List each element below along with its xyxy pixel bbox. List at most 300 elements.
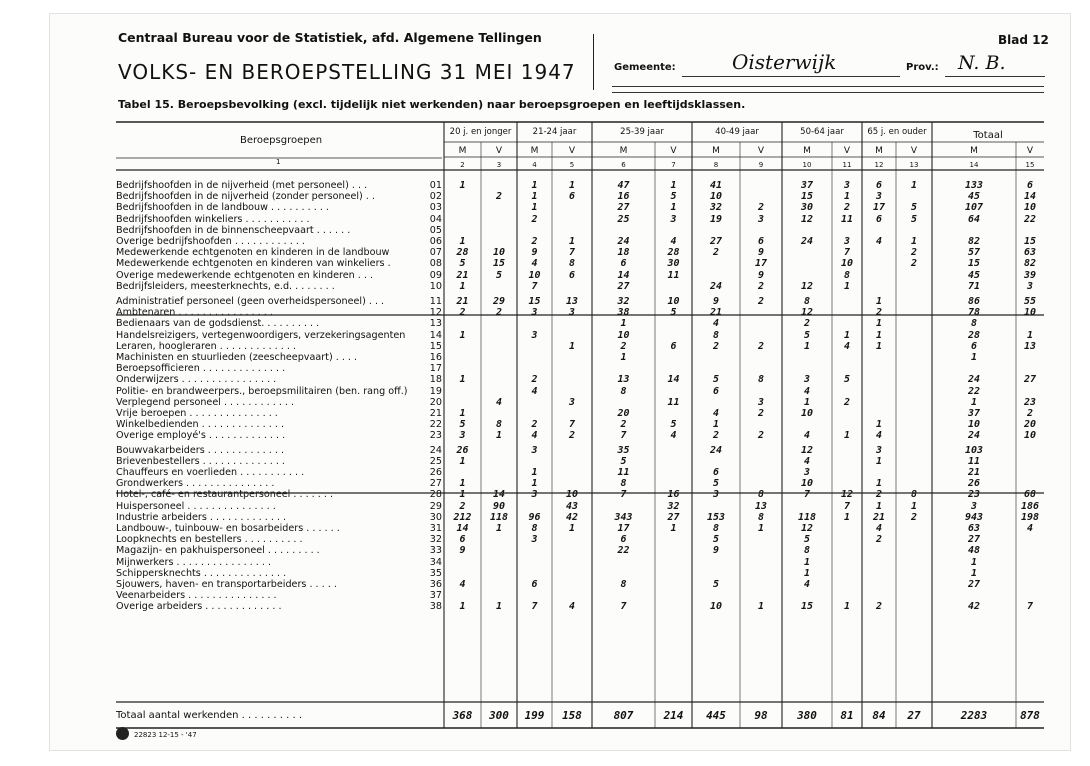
cell-value: 2 — [757, 296, 765, 307]
cell-value: 1 — [459, 180, 466, 191]
cell-value: 15 — [800, 191, 814, 203]
cell-value: 4 — [670, 430, 677, 442]
row-code: 15 — [429, 340, 442, 352]
cell-value: 6 — [712, 385, 720, 397]
row-label: Sjouwers, haven- en transportarbeiders . . . . . — [116, 579, 337, 590]
total-value: 300 — [489, 709, 509, 722]
cell-value: 3 — [757, 213, 765, 225]
cell-value: 4 — [1026, 523, 1034, 534]
row-code: 27 — [429, 478, 442, 490]
cell-value: 24 — [967, 374, 981, 386]
cell-value: 27 — [667, 511, 680, 523]
row-code: 30 — [429, 511, 442, 523]
cell-value: 5 — [803, 534, 811, 546]
row-code: 10 — [429, 280, 442, 292]
column-number: 7 — [671, 161, 676, 169]
cell-value: 5 — [910, 202, 918, 214]
cell-value: 10 — [492, 247, 506, 259]
cell-value: 82 — [1023, 258, 1037, 270]
cell-value: 38 — [617, 307, 630, 319]
cell-value: 2 — [803, 318, 811, 330]
province-value: N. B. — [958, 52, 1006, 74]
cell-value: 4 — [531, 385, 538, 397]
cell-value: 14 — [617, 269, 630, 281]
cell-value: 10 — [840, 258, 854, 270]
cell-value: 21 — [872, 511, 886, 523]
row-label: Brievenbestellers . . . . . . . . . . . . . . — [116, 455, 285, 467]
cell-value: 24 — [967, 430, 981, 442]
row-code: 22 — [429, 419, 442, 431]
cell-value: 68 — [1023, 489, 1037, 501]
row-code: 32 — [429, 534, 442, 546]
cell-value: 27 — [617, 202, 630, 214]
cell-value: 7 — [531, 280, 538, 292]
cell-value: 1 — [910, 180, 918, 191]
cell-value: 1 — [670, 523, 677, 534]
cell-value: 9 — [459, 545, 466, 557]
cell-value: 6 — [620, 258, 627, 270]
cell-value: 9 — [712, 545, 720, 557]
row-code: 19 — [429, 385, 442, 397]
cell-value: 29 — [492, 296, 506, 307]
cell-value: 2 — [495, 191, 503, 203]
cell-value: 78 — [967, 307, 981, 319]
cell-value: 1 — [531, 202, 538, 214]
cell-value: 3 — [970, 500, 978, 512]
cell-value: 3 — [531, 534, 538, 546]
m-header: M — [970, 146, 978, 156]
row-code: 36 — [429, 579, 442, 590]
print-code: 22823 12-15 - '47 — [134, 731, 197, 739]
cell-value: 7 — [620, 489, 627, 501]
cell-value: 5 — [712, 374, 720, 386]
cell-value: 37 — [800, 180, 814, 191]
total-value: 81 — [840, 709, 854, 722]
cell-value: 3 — [843, 236, 851, 247]
cell-value: 2 — [910, 258, 918, 270]
gemeente-line — [682, 76, 900, 77]
m-header: M — [458, 146, 467, 156]
row-label: Bedrijfshoofden in de nijverheid (zonder personeel) . . — [116, 191, 375, 203]
cell-value: 1 — [910, 236, 918, 247]
column-number: 4 — [532, 161, 537, 169]
cell-value: 3 — [875, 191, 883, 203]
cell-value: 1 — [459, 329, 466, 341]
cell-value: 22 — [967, 385, 981, 397]
cell-value: 1 — [875, 296, 883, 307]
cell-value: 6 — [712, 467, 720, 478]
cell-value: 20 — [617, 408, 630, 419]
cell-value: 4 — [875, 236, 883, 247]
cell-value: 14 — [667, 374, 680, 386]
v-header: V — [910, 146, 918, 156]
cell-value: 2 — [620, 340, 627, 352]
cell-value: 2 — [757, 408, 765, 419]
m-header: M — [619, 146, 628, 156]
cell-value: 24 — [800, 236, 814, 247]
header-divider — [593, 34, 594, 90]
column-number: 2 — [460, 161, 465, 169]
row-code: 11 — [429, 296, 442, 307]
cell-value: 6 — [620, 534, 627, 546]
cell-value: 8 — [843, 269, 851, 281]
row-label: Veenarbeiders . . . . . . . . . . . . . . . — [116, 590, 277, 602]
table-title: Tabel 15. Beroepsbevolking (excl. tijdelijk niet werkenden) naar beroepsgroepen en leeftijdsklassen. — [118, 98, 746, 111]
row-label: Overige medewerkende echtgenoten en kinderen . . . — [116, 269, 374, 281]
cell-value: 27 — [1023, 374, 1037, 386]
cell-value: 7 — [620, 430, 627, 442]
cell-value: 2 — [875, 601, 883, 613]
row-code: 23 — [429, 430, 442, 442]
cell-value: 5 — [670, 191, 677, 203]
row-label: Verplegend personeel . . . . . . . . . . . . — [116, 396, 295, 408]
cell-value: 2 — [757, 202, 765, 214]
cell-value: 1 — [757, 523, 765, 534]
row-label: Bouwvakarbeiders . . . . . . . . . . . . . — [116, 444, 285, 456]
cell-value: 2 — [1026, 408, 1034, 419]
row-label: Loopknechts en bestellers . . . . . . . . . . — [116, 534, 303, 546]
cell-value: 10 — [565, 489, 579, 501]
cell-value: 1 — [531, 467, 538, 478]
cell-value: 14 — [492, 489, 506, 501]
row-code: 14 — [429, 329, 442, 341]
cell-value: 32 — [667, 500, 680, 512]
row-code: 03 — [429, 202, 442, 214]
cell-value: 13 — [1023, 340, 1037, 352]
cell-value: 2 — [495, 307, 503, 319]
cell-value: 2 — [568, 430, 576, 442]
cell-value: 4 — [568, 601, 576, 613]
cell-value: 7 — [531, 601, 538, 613]
cell-value: 90 — [492, 500, 506, 512]
cell-value: 64 — [967, 213, 981, 225]
cell-value: 5 — [910, 213, 918, 225]
cell-value: 7 — [803, 489, 811, 501]
gemeente-label: Gemeente: — [614, 62, 676, 73]
cell-value: 1 — [712, 419, 720, 431]
cell-value: 2 — [531, 236, 538, 247]
row-label: Vrije beroepen . . . . . . . . . . . . . . . — [116, 408, 278, 419]
cell-value: 12 — [800, 213, 814, 225]
cell-value: 8 — [568, 258, 576, 270]
cell-value: 5 — [712, 478, 720, 490]
m-header: M — [712, 146, 720, 156]
age-header: 20 j. en jonger — [449, 127, 512, 137]
cell-value: 12 — [840, 489, 854, 501]
cell-value: 2 — [531, 213, 538, 225]
cell-value: 1 — [970, 396, 978, 408]
row-code: 08 — [429, 258, 442, 270]
row-label: Bedrijfshoofden in de landbouw . . . . . . . . . . — [116, 202, 329, 214]
cell-value: 8 — [620, 579, 627, 590]
cell-value: 28 — [967, 329, 981, 341]
beroepsgroepen-header: Beroepsgroepen — [240, 135, 323, 146]
row-code: 28 — [429, 489, 442, 501]
cell-value: 6 — [1026, 180, 1034, 191]
row-label: Winkelbedienden . . . . . . . . . . . . . . — [116, 419, 284, 431]
cell-value: 32 — [617, 296, 630, 307]
cell-value: 343 — [614, 511, 633, 523]
cell-value: 15 — [1023, 236, 1037, 247]
cell-value: 1 — [803, 396, 811, 408]
cell-value: 1 — [875, 340, 883, 352]
cell-value: 14 — [1023, 191, 1037, 203]
cell-value: 5 — [670, 307, 677, 319]
cell-value: 17 — [754, 258, 768, 270]
cell-value: 45 — [967, 269, 981, 281]
row-code: 07 — [429, 247, 442, 259]
cell-value: 8 — [712, 329, 720, 341]
cell-value: 3 — [875, 444, 883, 456]
column-number: 11 — [842, 161, 852, 169]
cell-value: 12 — [800, 444, 814, 456]
cell-value: 63 — [967, 523, 981, 534]
cell-value: 5 — [803, 329, 811, 341]
cell-value: 1 — [843, 601, 851, 613]
column-number-1: 1 — [276, 158, 281, 166]
cell-value: 8 — [803, 296, 811, 307]
cell-value: 41 — [709, 180, 723, 191]
cell-value: 13 — [754, 500, 768, 512]
m-header: M — [803, 146, 811, 156]
cell-value: 15 — [800, 601, 814, 613]
cell-value: 1 — [843, 329, 851, 341]
row-code: 29 — [429, 500, 442, 512]
cell-value: 3 — [459, 430, 466, 442]
cell-value: 26 — [456, 444, 469, 456]
cell-value: 4 — [495, 396, 503, 408]
cell-value: 10 — [528, 269, 541, 281]
cell-value: 8 — [620, 478, 627, 490]
cell-value: 3 — [803, 374, 811, 386]
row-code: 34 — [429, 556, 442, 568]
cell-value: 21 — [709, 307, 723, 319]
cell-value: 1 — [970, 556, 978, 568]
cell-value: 1 — [568, 236, 576, 247]
cell-value: 7 — [1026, 601, 1034, 613]
cell-value: 9 — [757, 247, 765, 259]
cell-value: 5 — [620, 455, 627, 467]
v-header: V — [843, 146, 851, 156]
cell-value: 2 — [757, 430, 765, 442]
cell-value: 4 — [531, 258, 538, 270]
cell-value: 1 — [531, 180, 538, 191]
total-value: 199 — [524, 709, 545, 722]
cell-value: 4 — [875, 523, 883, 534]
cell-value: 4 — [875, 430, 883, 442]
row-label: Medewerkende echtgenoten en kinderen in de landbouw — [116, 247, 390, 259]
cell-value: 3 — [843, 180, 851, 191]
total-value: 2283 — [960, 709, 988, 722]
cell-value: 8 — [910, 489, 918, 501]
cell-value: 26 — [967, 478, 981, 490]
cell-value: 2 — [712, 430, 720, 442]
cell-value: 8 — [757, 374, 765, 386]
row-code: 02 — [429, 191, 442, 203]
cell-value: 1 — [803, 556, 811, 568]
cell-value: 198 — [1020, 511, 1040, 523]
row-label: Onderwijzers . . . . . . . . . . . . . . . . — [116, 374, 277, 386]
column-number: 5 — [569, 161, 575, 169]
cell-value: 1 — [970, 567, 978, 579]
cell-value: 4 — [712, 408, 720, 419]
cell-value: 3 — [531, 444, 538, 456]
cell-value: 2 — [910, 247, 918, 259]
cell-value: 7 — [620, 601, 627, 613]
row-label: Leraren, hoogleraren . . . . . . . . . . . . . — [116, 340, 297, 352]
cell-value: 8 — [620, 385, 627, 397]
cell-value: 3 — [803, 467, 811, 478]
row-code: 35 — [429, 567, 442, 579]
row-label: Bedienaars van de godsdienst. . . . . . . . . . — [116, 318, 320, 330]
cell-value: 9 — [757, 269, 765, 281]
row-code: 20 — [429, 396, 442, 408]
total-value: 445 — [706, 709, 726, 722]
cell-value: 4 — [803, 385, 811, 397]
row-label: Huispersoneel . . . . . . . . . . . . . . . — [116, 500, 276, 512]
cell-value: 19 — [709, 213, 723, 225]
cell-value: 15 — [967, 258, 981, 270]
gemeente-value: Oisterwijk — [732, 50, 837, 74]
total-value: 807 — [613, 709, 634, 722]
row-code: 33 — [429, 545, 442, 557]
cell-value: 7 — [843, 500, 851, 512]
cell-value: 3 — [670, 213, 677, 225]
cell-value: 11 — [667, 396, 680, 408]
cell-value: 6 — [875, 213, 883, 225]
cbs-logo-icon — [116, 727, 129, 740]
cell-value: 13 — [565, 296, 579, 307]
cell-value: 2 — [531, 419, 538, 431]
age-header: 25-39 jaar — [620, 127, 664, 137]
cell-value: 1 — [843, 511, 851, 523]
cell-value: 1 — [803, 340, 811, 352]
cell-value: 45 — [967, 191, 981, 203]
cell-value: 5 — [843, 374, 851, 386]
form-title: VOLKS- EN BEROEPSTELLING 31 MEI 1947 — [118, 60, 576, 84]
cell-value: 12 — [800, 280, 814, 292]
cell-value: 8 — [970, 318, 978, 330]
cell-value: 11 — [667, 269, 680, 281]
row-label: Grondwerkers . . . . . . . . . . . . . . . — [116, 478, 275, 490]
cell-value: 5 — [459, 419, 466, 431]
cell-value: 186 — [1020, 500, 1040, 512]
cell-value: 2 — [843, 396, 851, 408]
v-header: V — [1026, 146, 1034, 156]
row-code: 13 — [429, 318, 442, 330]
cell-value: 3 — [1026, 280, 1034, 292]
cell-value: 103 — [964, 444, 984, 456]
cell-value: 16 — [667, 489, 680, 501]
cell-value: 3 — [531, 329, 538, 341]
cell-value: 1 — [620, 352, 627, 363]
cell-value: 1 — [531, 191, 538, 203]
cell-value: 2 — [620, 419, 627, 431]
age-header: 21-24 jaar — [532, 127, 577, 137]
cell-value: 22 — [1023, 213, 1037, 225]
cell-value: 3 — [712, 489, 720, 501]
cell-value: 21 — [456, 296, 469, 307]
cell-value: 25 — [617, 213, 630, 225]
row-label: Administratief personeel (geen overheidspersoneel) . . . — [116, 296, 385, 307]
row-code: 17 — [429, 363, 442, 375]
cell-value: 1 — [875, 478, 883, 490]
total-value: 878 — [1020, 709, 1040, 722]
cell-value: 9 — [531, 247, 538, 259]
cell-value: 6 — [875, 180, 883, 191]
row-code: 01 — [429, 180, 442, 191]
cell-value: 18 — [617, 247, 630, 259]
cell-value: 118 — [489, 511, 509, 523]
cell-value: 4 — [712, 318, 720, 330]
cell-value: 96 — [528, 511, 541, 523]
cell-value: 7 — [843, 247, 851, 259]
row-label: Overige arbeiders . . . . . . . . . . . . . — [116, 601, 282, 613]
cell-value: 1 — [459, 455, 466, 467]
cell-value: 1 — [459, 478, 466, 490]
row-label: Medewerkende echtgenoten en kinderen van winkeliers . — [116, 258, 391, 270]
cell-value: 1 — [875, 318, 883, 330]
cell-value: 4 — [459, 579, 466, 590]
cell-value: 6 — [459, 534, 466, 546]
cell-value: 42 — [967, 601, 981, 613]
cell-value: 71 — [967, 280, 981, 292]
cell-value: 11 — [967, 455, 981, 467]
column-number: 15 — [1025, 161, 1035, 169]
cell-value: 2 — [712, 340, 720, 352]
column-number: 12 — [874, 161, 884, 169]
row-code: 05 — [429, 224, 442, 236]
cell-value: 21 — [456, 269, 469, 281]
cell-value: 7 — [568, 247, 576, 259]
row-label: Industrie arbeiders . . . . . . . . . . . . . — [116, 511, 287, 523]
age-header: Totaal — [973, 130, 1003, 141]
cell-value: 86 — [967, 296, 981, 307]
row-label: Landbouw-, tuinbouw- en bosarbeiders . . . . . . — [116, 523, 340, 534]
row-label: Politie- en brandweerpers., beroepsmilitairen (ben. rang off.) — [116, 385, 408, 397]
cell-value: 10 — [709, 191, 723, 203]
cell-value: 30 — [667, 258, 680, 270]
row-code: 18 — [429, 374, 442, 386]
cell-value: 1 — [970, 352, 978, 363]
column-number: 9 — [758, 161, 764, 169]
cell-value: 10 — [800, 478, 814, 490]
cell-value: 2 — [712, 247, 720, 259]
row-code: 25 — [429, 455, 442, 467]
cell-value: 118 — [797, 511, 817, 523]
cell-value: 6 — [670, 340, 677, 352]
cell-value: 1 — [459, 374, 466, 386]
row-label: Bedrijfsleiders, meesterknechts, e.d. . . . . . . . — [116, 280, 335, 292]
organization-name: Centraal Bureau voor de Statistiek, afd. Algemene Tellingen — [118, 30, 542, 45]
cell-value: 133 — [964, 180, 984, 191]
cell-value: 47 — [617, 180, 630, 191]
column-number: 14 — [969, 161, 979, 169]
cell-value: 23 — [1023, 396, 1037, 408]
cell-value: 24 — [709, 444, 723, 456]
v-header: V — [670, 146, 677, 156]
cell-value: 2 — [757, 280, 765, 292]
row-label: Overige bedrijfshoofden . . . . . . . . . . . . — [116, 236, 305, 247]
row-label: Magazijn- en pakhuispersoneel . . . . . . . . . — [116, 545, 320, 557]
cell-value: 14 — [456, 523, 469, 534]
cell-value: 32 — [709, 202, 723, 214]
cell-value: 1 — [568, 180, 576, 191]
cell-value: 1 — [875, 455, 883, 467]
row-label: Machinisten en stuurlieden (zeescheepvaart) . . . . — [116, 352, 358, 363]
cell-value: 10 — [967, 419, 981, 431]
cell-value: 8 — [712, 523, 720, 534]
